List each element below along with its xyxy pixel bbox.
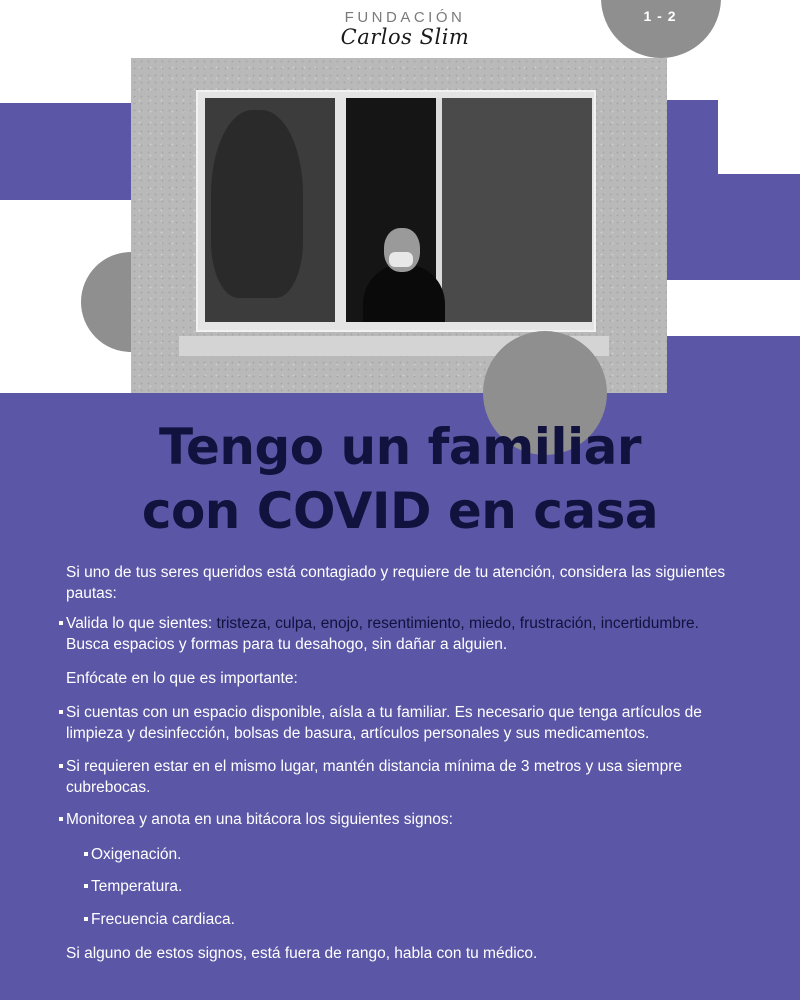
decor-block-right-low [667, 336, 800, 393]
face-mask [389, 252, 413, 267]
focus-heading: Enfócate en lo que es importante: [66, 670, 298, 687]
decor-block-right-wide [667, 174, 800, 280]
bullet-monitor: Monitorea y anota en una bitácora los siguientes signos: [66, 811, 453, 828]
bullet-marker [59, 817, 63, 821]
bullet-marker [59, 710, 63, 714]
bullet-marker [59, 764, 63, 768]
sign-item: Frecuencia cardiaca. [91, 911, 235, 928]
window-open-pane [436, 98, 592, 322]
bullet-distance: Si requieren estar en el mismo lugar, mantén distancia mínima de 3 metros y usa siempre cubrebocas. [66, 758, 682, 796]
sign-item: Oxigenación. [91, 846, 182, 863]
logo-carlos-slim: Carlos Slim [340, 25, 470, 49]
sign-item: Temperatura. [91, 878, 183, 895]
bullet-validate-tail: Busca espacios y formas para tu desahogo, sin dañar a alguien. [66, 636, 508, 653]
bullet-isolate: Si cuentas con un espacio disponible, aísla a tu familiar. Es necesario que tenga artículos de limpieza y desinfección, bolsas de basura, artículos personales y sus medicamentos. [66, 704, 702, 742]
title-line-1: Tengo un familiar [158, 418, 642, 476]
sub-bullet-marker [84, 852, 88, 856]
bullet-validate-lead: Valida lo que sientes: [66, 615, 217, 632]
bullet-validate-emotions: tristeza, culpa, enojo, resentimiento, miedo, frustración, incertidumbre. [216, 615, 699, 632]
man-with-mask-at-window-photo [131, 58, 667, 393]
logo-fundacion: FUNDACIÓN [344, 9, 466, 26]
decor-block-left [0, 103, 131, 200]
sub-bullet-marker [84, 917, 88, 921]
page-number: 1 - 2 [643, 8, 677, 24]
title-line-2: con COVID en casa [141, 482, 659, 540]
page-title [40, 415, 760, 543]
intro-text: Si uno de tus seres queridos está contagiado y requiere de tu atención, considera las siguientes pautas: [66, 564, 726, 602]
closing-text: Si alguno de estos signos, está fuera de rango, habla con tu médico. [66, 945, 538, 962]
tree-reflection [211, 110, 303, 298]
sub-bullet-marker [84, 884, 88, 888]
bullet-validate [66, 613, 746, 655]
bullet-marker [59, 621, 63, 625]
